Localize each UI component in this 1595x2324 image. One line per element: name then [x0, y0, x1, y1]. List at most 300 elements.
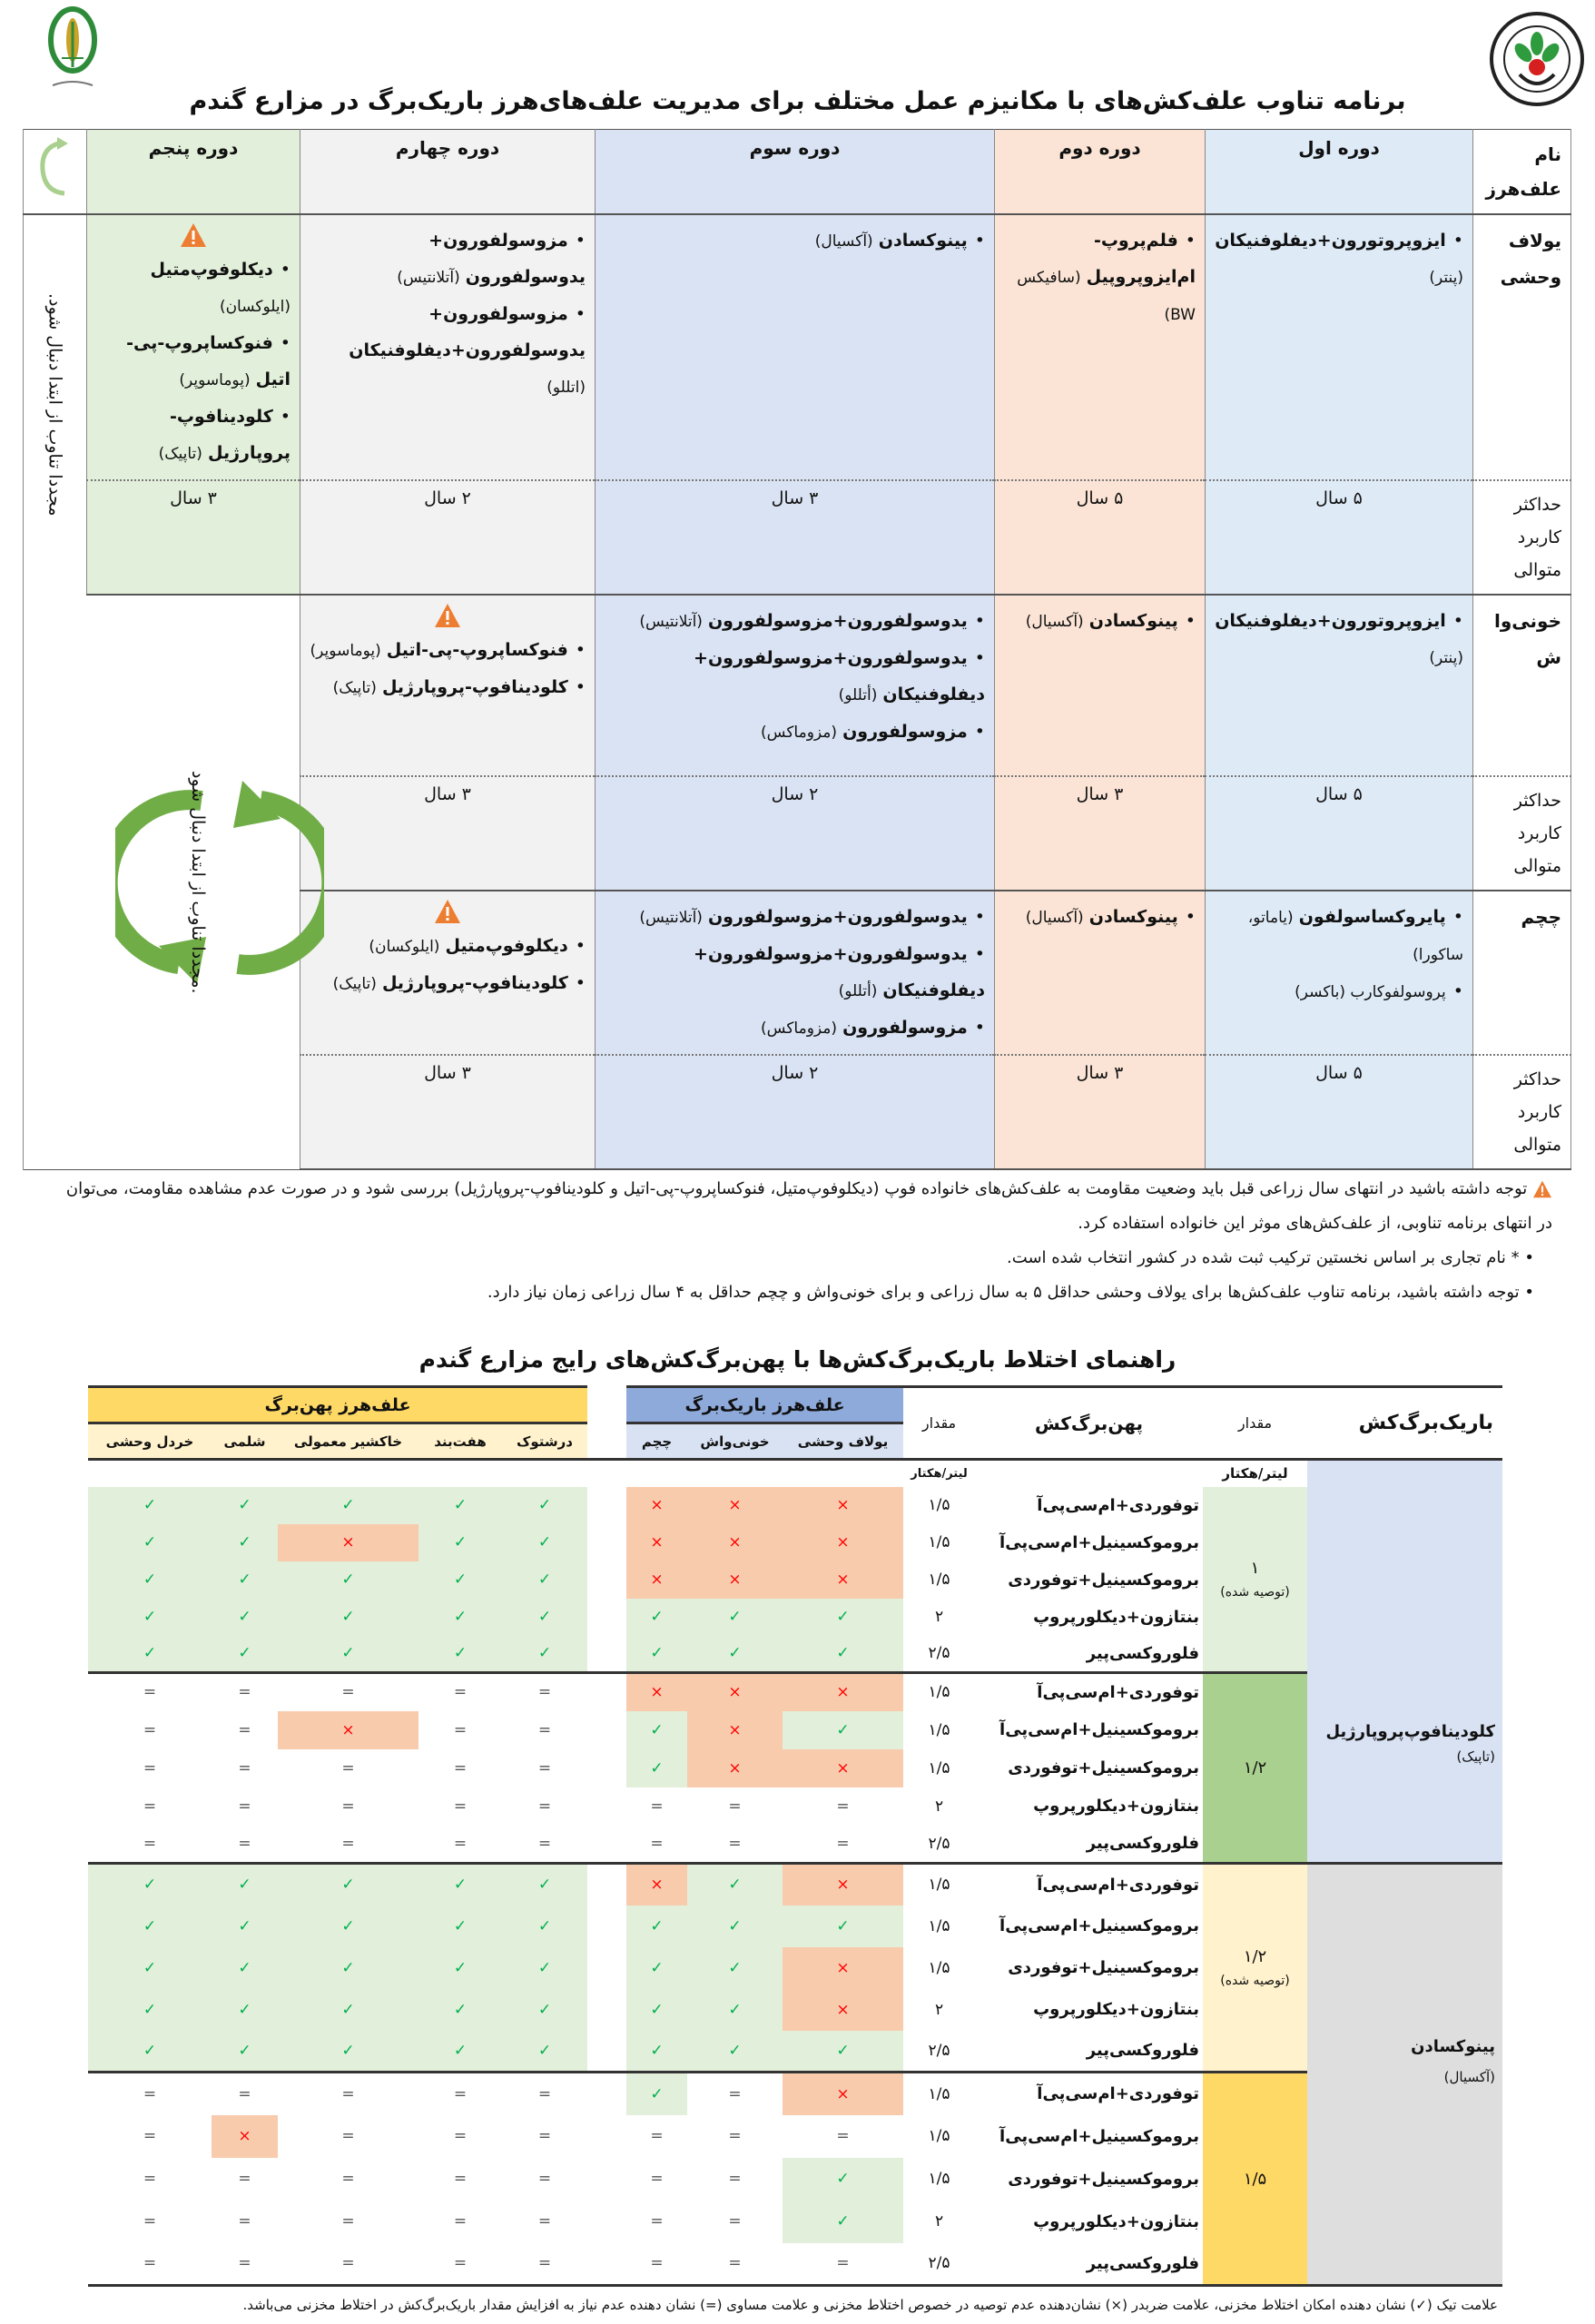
narrow-compat-mark: = [626, 2243, 687, 2286]
mixer-amount: ۱/۵ [928, 2170, 950, 2188]
gap [587, 2031, 626, 2073]
herbicide-name: ایزوپروتورون+دیفلوفنیکان [1215, 231, 1446, 251]
broadleaf-herbicide: فلوروکسی‌پیر [975, 1826, 1203, 1864]
bullet: • [974, 611, 985, 631]
repeat-note-cell [24, 214, 87, 595]
bullet: • [974, 722, 985, 742]
broadleaf-herbicide: بروموکسینیل+توفوردی [1008, 1758, 1200, 1777]
narrow-compat-mark: ✓ [626, 2031, 687, 2073]
broad-compat-mark: ✓ [88, 1636, 212, 1673]
broad-compat-mark: ✓ [278, 1947, 418, 1989]
max-use-value: ۳ سال [87, 480, 300, 595]
resistance-warning-note: توجه داشته باشید در انتهای سال زراعی قبل باید وضعیت مقاومت به علف‌کش‌های خانواده فوپ (دیکلوفوپ‌متیل، فنوکساپروپ-پی-اتیل و کلودینافوپ-پروپارژیل) بررسی شود و در صورت عدم مشاهده مقاومت، می‌توان در انتهای برنامه تناوبی، از علف‌کش‌های موثر این خانواده استفاده کرد. [65, 1179, 1552, 1233]
narrow-compat-mark: ✓ [687, 1905, 783, 1947]
blank [88, 1460, 903, 1487]
trade-name: (آکسیال) [814, 232, 873, 251]
curved-arrow-icon [35, 137, 75, 201]
broad-compat-mark: = [502, 1787, 587, 1826]
narrow-compat-mark: × [783, 1487, 903, 1524]
broadleaf-herbicide: توفوردی+ام‌سی‌پی‌آ [1037, 1495, 1200, 1515]
broad-compat-mark: = [418, 1787, 502, 1826]
broad-compat-mark: = [88, 1673, 212, 1711]
narrow-compat-mark: × [687, 1673, 783, 1711]
broadleaf-herbicide-header: پهن‌برگ‌کش [975, 1387, 1203, 1460]
broadleaf-herbicide: بروموکسینیل+توفوردی [1008, 1570, 1200, 1590]
max-use-row [24, 480, 1571, 595]
mixer-amount: ۲ [934, 2000, 944, 2019]
broad-compat-mark: ✓ [212, 1524, 278, 1561]
broad-compat-mark: ✓ [418, 1905, 502, 1947]
broadleaf-herbicide: بنتازون+دیکلورپروپ [1033, 1607, 1200, 1627]
broadleaf-herbicide: بروموکسینیل+توفوردی [1008, 2169, 1200, 2189]
gap [587, 1387, 626, 1460]
herbicide-item [1215, 973, 1463, 1010]
broad-compat-mark: ✓ [502, 1561, 587, 1599]
bullet: • [974, 648, 985, 668]
narrow-compat-mark: × [783, 2073, 903, 2115]
bullet: • [575, 231, 586, 251]
broad-compat-mark: ✓ [418, 1989, 502, 2031]
herbicide-item [605, 640, 985, 714]
dose-unit: لیتر/هکتار [1222, 1465, 1288, 1482]
broad-compat-mark: = [502, 1673, 587, 1711]
period-cell [596, 891, 995, 1055]
broad-compat-mark: ✓ [212, 1989, 278, 2031]
trade-name: (پوماسوپر) [179, 371, 251, 389]
trade-name: (آکسیال) [1025, 909, 1084, 927]
broad-compat-mark: = [278, 1787, 418, 1826]
broad-compat-mark: ✓ [418, 1947, 502, 1989]
broad-compat-mark: ✓ [88, 1599, 212, 1636]
narrow-weed-header: یولاف وحشی [783, 1423, 903, 1460]
narrow-compat-mark: × [626, 1673, 687, 1711]
broadleaf-herbicide: بروموکسینیل+ام‌سی‌پی‌آ [999, 1720, 1200, 1739]
gap [587, 1599, 626, 1636]
narrow-compat-mark: = [687, 1826, 783, 1864]
trade-name: (پنتر) [1429, 649, 1463, 667]
narrow-compat-mark: ✓ [687, 1636, 783, 1673]
narrow-compat-mark: ✓ [626, 2073, 687, 2115]
max-use-value: ۵ سال [1206, 480, 1473, 595]
narrow-compat-mark: × [626, 1561, 687, 1599]
broad-compat-mark: ✓ [502, 1864, 587, 1905]
broad-compat-mark: ✓ [212, 1905, 278, 1947]
herbicide-item [96, 325, 290, 399]
gap [587, 2115, 626, 2158]
weed-row [24, 595, 1571, 776]
warning-icon [180, 222, 207, 248]
gap [587, 2201, 626, 2243]
narrow-compat-mark: ✓ [687, 1947, 783, 1989]
broad-compat-mark: ✓ [418, 1636, 502, 1673]
broad-compat-mark: ✓ [502, 1636, 587, 1673]
broad-compat-mark: ✓ [502, 1989, 587, 2031]
bullet: • [280, 407, 290, 427]
broad-compat-mark: ✓ [502, 1947, 587, 1989]
mixer-amount: ۲ [934, 2212, 944, 2230]
max-use-value: ۵ سال [1206, 1055, 1473, 1169]
tank-mix-guide-table [88, 1385, 1502, 2287]
trade-name: (ایلوکسان) [369, 938, 440, 956]
mixer-amount: ۱/۵ [928, 1916, 950, 1935]
warning-icon [1532, 1180, 1552, 1198]
bullet: • [1185, 611, 1196, 631]
grass-herbicide-cell [1307, 1864, 1502, 2286]
period-cell [87, 214, 300, 480]
herbicide-item [605, 936, 985, 1009]
gap [587, 1826, 626, 1864]
narrow-weed-header: خونی‌واش [687, 1423, 783, 1460]
herbicide-item [605, 1009, 985, 1047]
weed-name-header: نام علف‌هرز [1473, 130, 1571, 215]
narrow-compat-mark: = [626, 2201, 687, 2243]
herbicide-item [1215, 899, 1463, 973]
broad-compat-mark: = [278, 1673, 418, 1711]
narrow-weed-header: چچم [626, 1423, 687, 1460]
herbicide-item [1004, 222, 1196, 333]
broad-compat-mark: ✓ [212, 1487, 278, 1524]
herbicide-name: مزوسولفورون [842, 722, 968, 742]
bullet: • [974, 907, 985, 927]
narrow-compat-mark: × [783, 1947, 903, 1989]
mixing-guide-title: راهنمای اختلاط باریک‌برگ‌کش‌ها با پهن‌برگ‌کش‌های رایج مزارع گندم [418, 1346, 1177, 1373]
broad-compat-mark: = [88, 2201, 212, 2243]
period-cell [995, 595, 1206, 776]
broad-compat-mark: = [418, 2115, 502, 2158]
rotation-duration-note: • توجه داشته باشید، برنامه تناوب علف‌کش‌ها برای یولاف وحشی حداقل ۵ به سال زراعی و برای خونی‌واش و چچم حداقل به ۴ سال زراعی زمان نیاز دارد. [487, 1283, 1534, 1302]
broadleaf-herbicide: توفوردی+ام‌سی‌پی‌آ [1037, 1875, 1200, 1895]
broad-compat-mark: = [418, 1749, 502, 1787]
narrow-compat-mark: ✓ [626, 1749, 687, 1787]
max-use-value: ۲ سال [300, 480, 596, 595]
herbicide-name: فنوکساپروپ-پی-اتیل [386, 640, 568, 660]
herbicide-name: یدوسولفورون+مزوسولفورون+دیفلوفنیکان [694, 648, 985, 704]
broad-compat-mark: = [212, 1673, 278, 1711]
mixer-amount: ۱/۵ [928, 1571, 950, 1589]
narrow-compat-mark: = [626, 2115, 687, 2158]
dose-cell [1203, 1487, 1307, 1673]
broad-weed-header: خردل وحشی [88, 1423, 212, 1460]
herbicide-item [605, 222, 985, 260]
rotation-program-title: برنامه تناوب علف‌کش‌های با مکانیزم عمل مختلف برای مدیریت علف‌های‌هرز باریک‌برگ در مزارع گندم [189, 87, 1406, 115]
narrow-compat-mark: ✓ [783, 1905, 903, 1947]
warning-icon [434, 603, 461, 628]
broad-compat-mark: = [278, 2073, 418, 2115]
amount-header: مقدار [903, 1387, 975, 1460]
broad-compat-mark: = [418, 2201, 502, 2243]
broadleaf-herbicide: فلوروکسی‌پیر [975, 1636, 1203, 1673]
mix-row [88, 2073, 1502, 2115]
herbicide-name: پینوکسادن [1088, 907, 1178, 927]
legend-footnote: علامت تیک (✓) نشان دهنده امکان اختلاط مخزنی، علامت ضربدر (×) نشان‌دهنده عدم توصیه در خصوص اختلاط مخزنی و علامت مساوی (=) نشان دهنده عدم نیاز به افزایش مقدار باریک‌برگ‌کش در اختلاط مخزنی می‌باشد. [242, 2297, 1498, 2313]
broad-weed-group-header: علف‌هرز پهن‌برگ [88, 1387, 587, 1423]
broad-compat-mark: ✓ [88, 2031, 212, 2073]
broad-compat-mark: ✓ [418, 1599, 502, 1636]
herbicide-name: پینوکسادن [1411, 2037, 1496, 2056]
narrow-compat-mark: × [626, 1487, 687, 1524]
mixer-amount: ۱/۵ [928, 1533, 950, 1551]
weed-name: خونی‌واش [1473, 595, 1571, 776]
narrow-compat-mark: × [783, 1989, 903, 2031]
mixer-amount: ۱/۵ [928, 2127, 950, 2145]
narrow-compat-mark: × [687, 1524, 783, 1561]
narrow-compat-mark: × [783, 1524, 903, 1561]
herbicide-name: پینوکسادن [878, 231, 968, 251]
trade-name: پروسولفوکارب (باکسر) [1295, 983, 1446, 1001]
broad-compat-mark: = [88, 1826, 212, 1864]
narrow-compat-mark: = [783, 2243, 903, 2286]
broadleaf-herbicide: فلوروکسی‌پیر [975, 2243, 1203, 2286]
mixer-amount: ۲ [934, 1797, 944, 1816]
max-use-value: ۲ سال [596, 776, 995, 891]
broad-compat-mark: × [212, 2115, 278, 2158]
broad-weed-header: شلمی [212, 1423, 278, 1460]
narrow-compat-mark: ✓ [783, 1636, 903, 1673]
broad-weed-header: خاکشیر معمولی [278, 1423, 418, 1460]
broad-compat-mark: ✓ [418, 1487, 502, 1524]
gap [587, 1864, 626, 1905]
mix-row [88, 1864, 1502, 1905]
gap [587, 2158, 626, 2201]
herbicide-item [96, 251, 290, 325]
period-cell [596, 214, 995, 480]
broad-compat-mark: = [418, 2243, 502, 2286]
herbicide-item [1215, 222, 1463, 296]
broad-compat-mark: ✓ [278, 1599, 418, 1636]
narrow-compat-mark: ✓ [626, 1989, 687, 2031]
amount-unit: لیتر/هکتار [911, 1466, 968, 1481]
broad-compat-mark: = [212, 2201, 278, 2243]
herbicide-item [310, 632, 586, 669]
broad-compat-mark: ✓ [88, 1947, 212, 1989]
herbicide-name: یدوسولفورون+مزوسولفورون+دیفلوفنیکان [694, 944, 985, 1000]
mixer-amount: ۲ [934, 1608, 944, 1626]
repeat-cycle-cell [24, 595, 300, 1169]
period-cell [1206, 595, 1473, 776]
herbicide-item [1215, 603, 1463, 676]
narrow-compat-mark: × [783, 1864, 903, 1905]
max-use-value: ۳ سال [596, 480, 995, 595]
bullet: • [280, 260, 290, 280]
broad-compat-mark: = [212, 1749, 278, 1787]
narrow-compat-mark: × [687, 1711, 783, 1749]
broad-compat-mark: = [212, 2073, 278, 2115]
mixer-amount: ۱/۵ [928, 1720, 950, 1739]
repeat-cycle [33, 771, 290, 994]
broad-compat-mark: ✓ [278, 1561, 418, 1599]
narrow-compat-mark: = [687, 2115, 783, 2158]
mixer-amount: ۲/۵ [903, 2031, 975, 2073]
period-header: دوره دوم [995, 130, 1206, 215]
gap [587, 1636, 626, 1673]
narrow-compat-mark: × [783, 1673, 903, 1711]
max-use-value: ۳ سال [995, 776, 1206, 891]
broad-compat-mark: = [88, 2243, 212, 2286]
broad-compat-mark: ✓ [278, 1989, 418, 2031]
narrow-compat-mark: = [687, 2073, 783, 2115]
max-use-value: ۲ سال [596, 1055, 995, 1169]
narrow-compat-mark: ✓ [626, 1599, 687, 1636]
narrow-compat-mark: × [687, 1487, 783, 1524]
broad-compat-mark: ✓ [502, 1905, 587, 1947]
broad-compat-mark: ✓ [502, 1487, 587, 1524]
period-cell [596, 595, 995, 776]
broad-compat-mark: ✓ [418, 2031, 502, 2073]
herbicide-name: فلم‌پروپ-ام‌ایزوپروپیل [1086, 231, 1196, 287]
broadleaf-herbicide: بروموکسینیل+ام‌سی‌پی‌آ [999, 1532, 1200, 1552]
broadleaf-herbicide: توفوردی+ام‌سی‌پی‌آ [1037, 2084, 1200, 2104]
herbicide-item [310, 928, 586, 965]
broadleaf-herbicide: بروموکسینیل+ام‌سی‌پی‌آ [999, 2126, 1200, 2146]
bullet: • [1452, 981, 1463, 1001]
trade-name: (تاپیک) [332, 679, 377, 697]
broad-compat-mark: ✓ [88, 1905, 212, 1947]
bullet: • [974, 231, 985, 251]
period-cell [300, 595, 596, 776]
narrow-compat-mark: ✓ [626, 1711, 687, 1749]
herbicide-item [310, 222, 586, 296]
bullet: • [974, 1018, 985, 1038]
mixer-amount: ۲/۵ [903, 1636, 975, 1673]
broad-compat-mark: = [212, 1711, 278, 1749]
period-cell [995, 214, 1206, 480]
herbicide-name: دیکلوفوپ‌متیل [445, 936, 568, 956]
period-cell [1206, 891, 1473, 1055]
narrow-compat-mark: × [626, 1864, 687, 1905]
broadleaf-herbicide: بنتازون+دیکلورپروپ [1033, 1797, 1200, 1816]
broad-compat-mark: = [88, 2073, 212, 2115]
trade-name-note: • * نام تجاری بر اساس نخستین ترکیب ثبت شده در کشور انتخاب شده است. [1007, 1248, 1534, 1267]
herbicide-trade-name: (تاپیک) [1456, 1748, 1496, 1765]
gap [587, 1947, 626, 1989]
dose-note: (توصیه شده) [1220, 1974, 1290, 1988]
herbicide-item [96, 399, 290, 472]
institute-logo [34, 4, 125, 94]
mix-row [88, 1487, 1502, 1524]
max-use-label: حداکثر کاربرد متوالی [1473, 776, 1571, 891]
broad-compat-mark: ✓ [212, 1864, 278, 1905]
narrow-compat-mark: ✓ [783, 1599, 903, 1636]
trade-name: (مزوماکس) [761, 1019, 838, 1038]
herbicide-item [605, 603, 985, 640]
herbicide-name: پایروکساسولفون [1298, 907, 1446, 927]
broad-compat-mark: = [278, 2115, 418, 2158]
broad-compat-mark: × [278, 1524, 418, 1561]
broad-compat-mark: ✓ [88, 1989, 212, 2031]
narrow-compat-mark: ✓ [687, 1989, 783, 2031]
max-use-value: ۳ سال [300, 1055, 596, 1169]
broad-compat-mark: = [502, 1711, 587, 1749]
broad-compat-mark: = [278, 1749, 418, 1787]
broad-compat-mark: = [418, 2158, 502, 2201]
broad-compat-mark: = [212, 1826, 278, 1864]
period-header: دوره اول [1206, 130, 1473, 215]
max-use-value: ۵ سال [995, 480, 1206, 595]
bullet: • [974, 944, 985, 964]
broadleaf-herbicide: فلوروکسی‌پیر [975, 2031, 1203, 2073]
broadleaf-herbicide: توفوردی+ام‌سی‌پی‌آ [1037, 1682, 1200, 1702]
dose-header: مقدار [1203, 1387, 1307, 1460]
herbicide-name: مزوسولفورون+یدوسولفورون [428, 231, 586, 287]
trade-name: (أتللو) [838, 686, 878, 704]
trade-name: (یاماتو، ساکورا) [1247, 909, 1463, 964]
broad-compat-mark: = [88, 2115, 212, 2158]
narrow-compat-mark: ✓ [687, 1599, 783, 1636]
dose-cell [1203, 2073, 1307, 2286]
broad-compat-mark: ✓ [278, 1636, 418, 1673]
repeat-note: مجددا تناوب از ابتدا دنبال شود. [188, 770, 208, 994]
herbicide-name: کلودینافوپ-پروپارژیل [169, 407, 290, 463]
bullet: • [1452, 231, 1463, 251]
broad-compat-mark: = [502, 2243, 587, 2286]
broad-compat-mark: ✓ [278, 1487, 418, 1524]
dose-cell [1203, 1673, 1307, 1864]
mixer-amount: ۱/۵ [928, 1876, 950, 1895]
narrow-compat-mark: ✓ [783, 2031, 903, 2073]
narrow-compat-mark: = [626, 2158, 687, 2201]
narrow-compat-mark: = [783, 2115, 903, 2158]
trade-name: (تاپیک) [158, 445, 202, 463]
narrow-compat-mark: ✓ [687, 2031, 783, 2073]
narrow-compat-mark: = [783, 1787, 903, 1826]
trade-name: (أتللو) [838, 982, 878, 1000]
bullet: • [1185, 231, 1196, 251]
trade-name: (ایلوکسان) [219, 298, 290, 316]
broad-compat-mark: = [88, 1711, 212, 1749]
broad-compat-mark: = [212, 2243, 278, 2286]
narrow-weed-group-header: علف‌هرز باریک‌برگ [626, 1387, 903, 1423]
page-content [0, 129, 1595, 2316]
group-header-row [88, 1387, 1502, 1423]
narrow-compat-mark: × [687, 1561, 783, 1599]
broad-compat-mark: ✓ [502, 1599, 587, 1636]
herbicide-item [310, 669, 586, 706]
period-cell [300, 891, 596, 1055]
narrow-compat-mark: × [783, 1749, 903, 1787]
narrow-compat-mark: ✓ [783, 2158, 903, 2201]
narrow-compat-mark: ✓ [687, 1864, 783, 1905]
broad-compat-mark: ✓ [278, 1864, 418, 1905]
herbicide-name: کلودینافوپ‌پروپارژیل [1325, 1721, 1496, 1741]
broad-compat-mark: ✓ [212, 2031, 278, 2073]
weed-name: چچم [1473, 891, 1571, 1055]
broad-compat-mark: ✓ [418, 1524, 502, 1561]
gap [587, 2073, 626, 2115]
broad-compat-mark: = [88, 1749, 212, 1787]
broad-compat-mark: = [278, 2158, 418, 2201]
bullet: • [575, 304, 586, 324]
broadleaf-herbicide: بنتازون+دیکلورپروپ [1033, 2211, 1200, 2231]
bullet: • [575, 936, 586, 956]
period-cell [995, 891, 1206, 1055]
broad-compat-mark: ✓ [212, 1636, 278, 1673]
trade-name: (آتلانتیس) [639, 909, 703, 927]
broad-compat-mark: = [502, 2158, 587, 2201]
gap [587, 1487, 626, 1524]
herbicide-name: فنوکساپروپ-پی-اتیل [126, 333, 290, 389]
broad-weed-header: هفت‌بند [418, 1423, 502, 1460]
broad-compat-mark: ✓ [278, 1905, 418, 1947]
bullet: • [575, 973, 586, 993]
herbicide-name: کلودینافوپ-پروپارژیل [381, 973, 568, 993]
broad-compat-mark: = [212, 2158, 278, 2201]
gap [587, 1787, 626, 1826]
broad-compat-mark: ✓ [212, 1947, 278, 1989]
grass-herbicide-cell [1307, 1460, 1502, 1864]
broad-compat-mark: ✓ [88, 1487, 212, 1524]
grass-herbicide-header: باریک‌برگ‌کش [1307, 1387, 1502, 1460]
broad-compat-mark: ✓ [278, 2031, 418, 2073]
